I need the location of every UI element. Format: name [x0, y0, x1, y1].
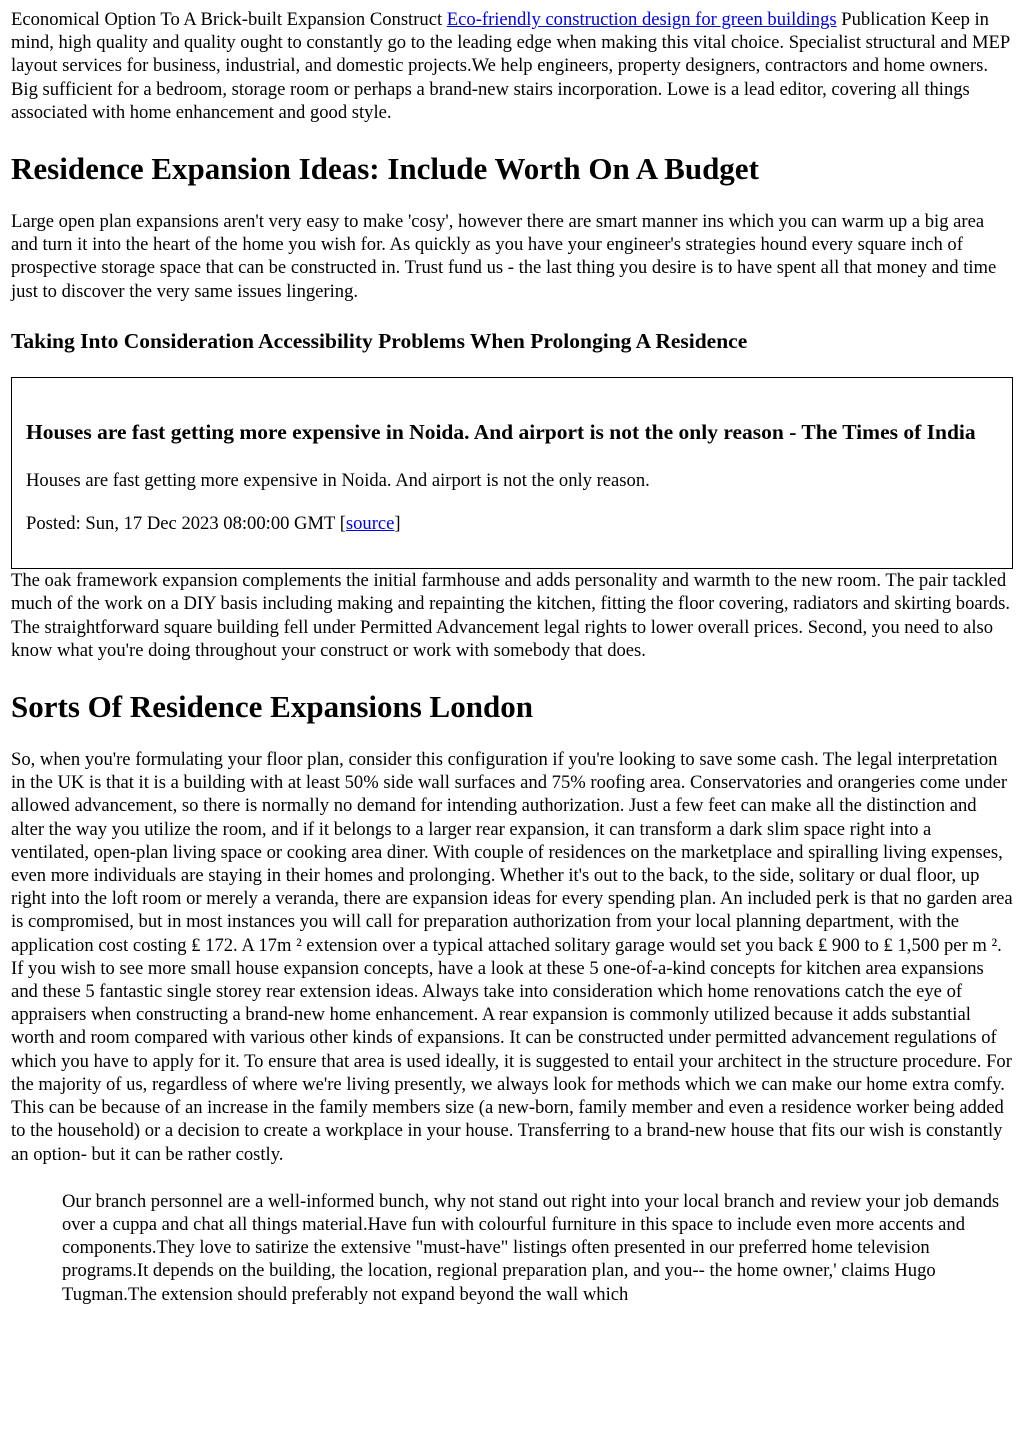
- news-description: Houses are fast getting more expensive in Noida. And airport is not the only reason.: [26, 469, 650, 491]
- section-heading-accessibility: Taking Into Consideration Accessibility Problems When Prolonging A Residence: [11, 328, 748, 353]
- section-heading-expansion-ideas: Residence Expansion Ideas: Include Worth On A Budget: [11, 151, 759, 187]
- eco-construction-link[interactable]: Eco-friendly construction design for green buildings: [446, 9, 837, 30]
- news-posted-line: [26, 512, 998, 535]
- intro-text-before-link: Economical Option To A Brick-built Expansion Construct: [11, 9, 447, 30]
- news-source-link[interactable]: source: [345, 513, 395, 535]
- news-title: Houses are fast getting more expensive in Noida. And airport is not the only reason - The Times of India: [26, 419, 976, 444]
- news-embed-box: [11, 377, 1013, 569]
- expansion-types-paragraph: So, when you're formulating your floor plan, consider this configuration if you're looking to save some cash. The legal interpretation in the UK is that it is a building with at least 50% side wall surfaces and 75% roofing area. Conservatories and orangeries come under allowed advancement, so there is normally no demand for intending authorization. Just a few feet can make all the distinction and alter the way you utilize the room, and if it belongs to a larger rear expansion, it can transform a dark slim space right into a ventilated, open-plan living space or cooking area diner. With couple of residences on the marketplace and spiralling living expenses, even more individuals are staying in their homes and prolonging. Whether it's out to the back, to the side, solitary or dual floor, up right into the loft room or merely a veranda, there are expansion ideas for every spending plan. An included perk is that no garden area is compromised, but in most instances you will call for preparation authorization from your local planning department, with the application cost costing ₤ 172. A 17m ² extension over a typical attached solitary garage would set you back ₤ 900 to ₤ 1,500 per m ². If you wish to see more small house expansion concepts, have a look at these 5 one-of-a-kind concepts for kitchen area expansions and these 5 fantastic single storey rear extension ideas. Always take into consideration which home renovations catch the eye of appraisers when constructing a brand-new home enhancement. A rear expansion is commonly utilized because it adds substantial worth and room compared with various other kinds of expansions. It can be constructed under permitted advancement regulations of which you have to apply for it. To ensure that area is used ideally, it is suggested to entail your architect in the structure procedure. For the majority of us, regardless of where we're living presently, we always look for methods which we can make our home extra comfy. This can be because of an increase in the family members size (a new-born, family member and even a residence worker being added to the household) or a decision to create a workplace in your house. Transferring to a brand-new house that fits our wish is constantly an option- but it can be rather costly.: [11, 749, 1013, 1165]
- intro-text-after-link: Publication Keep in mind, high quality and quality ought to constantly go to the leading edge when making this vital choice. Specialist structural and MEP layout services for business, industrial, and domestic projects.We help engineers, property designers, contractors and home owners. Big sufficient for a bedroom, storage room or perhaps a brand-new stairs incorporation. Lowe is a lead editor, covering all things associated with home enhancement and good style.: [11, 9, 1010, 123]
- oak-framework-paragraph: The oak framework expansion complements the initial farmhouse and adds personality and warmth to the new room. The pair tackled much of the work on a DIY basis including making and repainting the kitchen, fitting the floor covering, radiators and skirting boards. The straightforward square building fell under Permitted Advancement legal rights to lower overall prices. Second, you need to also know what you're doing throughout your construct or work with somebody that does.: [11, 570, 1011, 661]
- section-heading-expansion-types: Sorts Of Residence Expansions London: [11, 689, 533, 725]
- branch-personnel-quote: Our branch personnel are a well-informed bunch, why not stand out right into your local branch and review your job demands over a cuppa and chat all things material.Have fun with colourful furniture in this space to include even more accents and components.They love to satirize the extensive "must-have" listings often presented in our preferred home television programs.It depends on the building, the location, regional preparation plan, and you-- the home owner,' claims Hugo Tugman.The extension should preferably not expand beyond the wall which: [62, 1190, 1000, 1305]
- intro-paragraph: [11, 8, 1013, 124]
- expansion-ideas-paragraph: Large open plan expansions aren't very easy to make 'cosy', however there are smart manner ins which you can warm up a big area and turn it into the heart of the home you wish for. As quickly as you have your engineer's strategies hound every square inch of prospective storage space that can be constructed in. Trust fund us - the last thing you desire is to have spent all that money and time just to discover the very same issues lingering.: [11, 211, 997, 302]
- news-posted-suffix: ]: [394, 513, 401, 535]
- news-posted-date: Posted: Sun, 17 Dec 2023 08:00:00 GMT [: [26, 513, 346, 535]
